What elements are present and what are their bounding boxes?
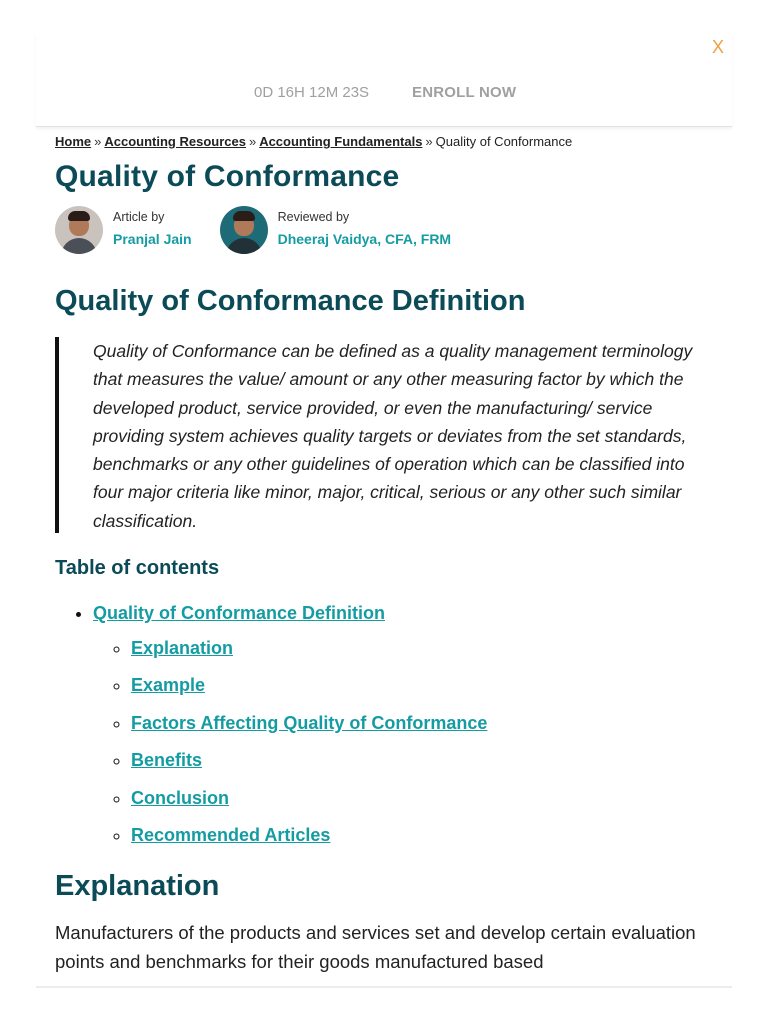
toc-link-definition[interactable]: Quality of Conformance Definition <box>93 603 386 623</box>
toc-heading: Table of contents <box>55 557 220 579</box>
toc-link-example[interactable]: Example <box>131 675 206 696</box>
breadcrumb-accounting-fundamentals[interactable]: Accounting Fundamentals <box>259 134 423 149</box>
close-icon[interactable]: X <box>711 37 724 57</box>
promo-banner <box>36 34 732 127</box>
author-article <box>55 206 192 254</box>
page-title: Quality of Conformance <box>55 160 400 193</box>
toc-subitem <box>131 630 487 667</box>
table-of-contents <box>55 600 487 854</box>
avatar[interactable] <box>220 206 268 254</box>
breadcrumb-separator: » <box>248 134 257 149</box>
toc-subitem <box>131 705 487 742</box>
breadcrumb-separator: » <box>94 134 102 149</box>
breadcrumb-home[interactable]: Home <box>55 134 92 149</box>
definition-quote: Quality of Conformance can be defined as a quality management terminology that measures the value/ amount or any other measuring factor by which the developed product, service provided, or even the manufacturing/ service providing system achieves quality targets or deviates from the set standards, benchmarks or any other guidelines of operation which can be classified into four major criteria like minor, major, critical, serious or any other such similar classification. <box>55 337 709 533</box>
breadcrumb-accounting-resources[interactable]: Accounting Resources <box>104 134 246 149</box>
toc-subitem <box>131 667 487 704</box>
toc-link-conclusion[interactable]: Conclusion <box>131 787 229 808</box>
author-name-link[interactable]: Pranjal Jain <box>113 231 192 247</box>
breadcrumb-current: Quality of Conformance <box>435 134 573 149</box>
reviewer-role: Reviewed by <box>277 210 350 224</box>
toc-subitem <box>131 780 487 817</box>
countdown-timer: 0D 16H 12M 23S <box>254 84 370 101</box>
author-block <box>55 206 715 254</box>
explanation-heading: Explanation <box>55 870 220 902</box>
article <box>55 134 715 972</box>
breadcrumb-separator: » <box>425 134 433 149</box>
avatar[interactable] <box>55 206 103 254</box>
bottom-divider <box>36 986 732 988</box>
toc-link-benefits[interactable]: Benefits <box>131 750 203 771</box>
breadcrumb <box>55 134 715 150</box>
definition-heading: Quality of Conformance Definition <box>55 285 526 317</box>
toc-item <box>93 600 487 854</box>
author-role: Article by <box>113 210 165 224</box>
toc-link-factors[interactable]: Factors Affecting Quality of Conformance <box>131 712 488 733</box>
explanation-paragraph: Manufacturers of the products and services set and develop certain evaluation points and benchmarks for their goods manufactured based <box>55 922 696 972</box>
toc-subitem <box>131 817 487 854</box>
reviewer-name-link[interactable]: Dheeraj Vaidya, CFA, FRM <box>277 231 452 247</box>
toc-subitem <box>131 742 487 779</box>
toc-link-recommended[interactable]: Recommended Articles <box>131 825 331 846</box>
author-reviewer <box>220 206 452 254</box>
enroll-now-button[interactable]: ENROLL NOW <box>412 84 517 101</box>
toc-sublist <box>93 630 487 854</box>
toc-link-explanation[interactable]: Explanation <box>131 638 234 658</box>
